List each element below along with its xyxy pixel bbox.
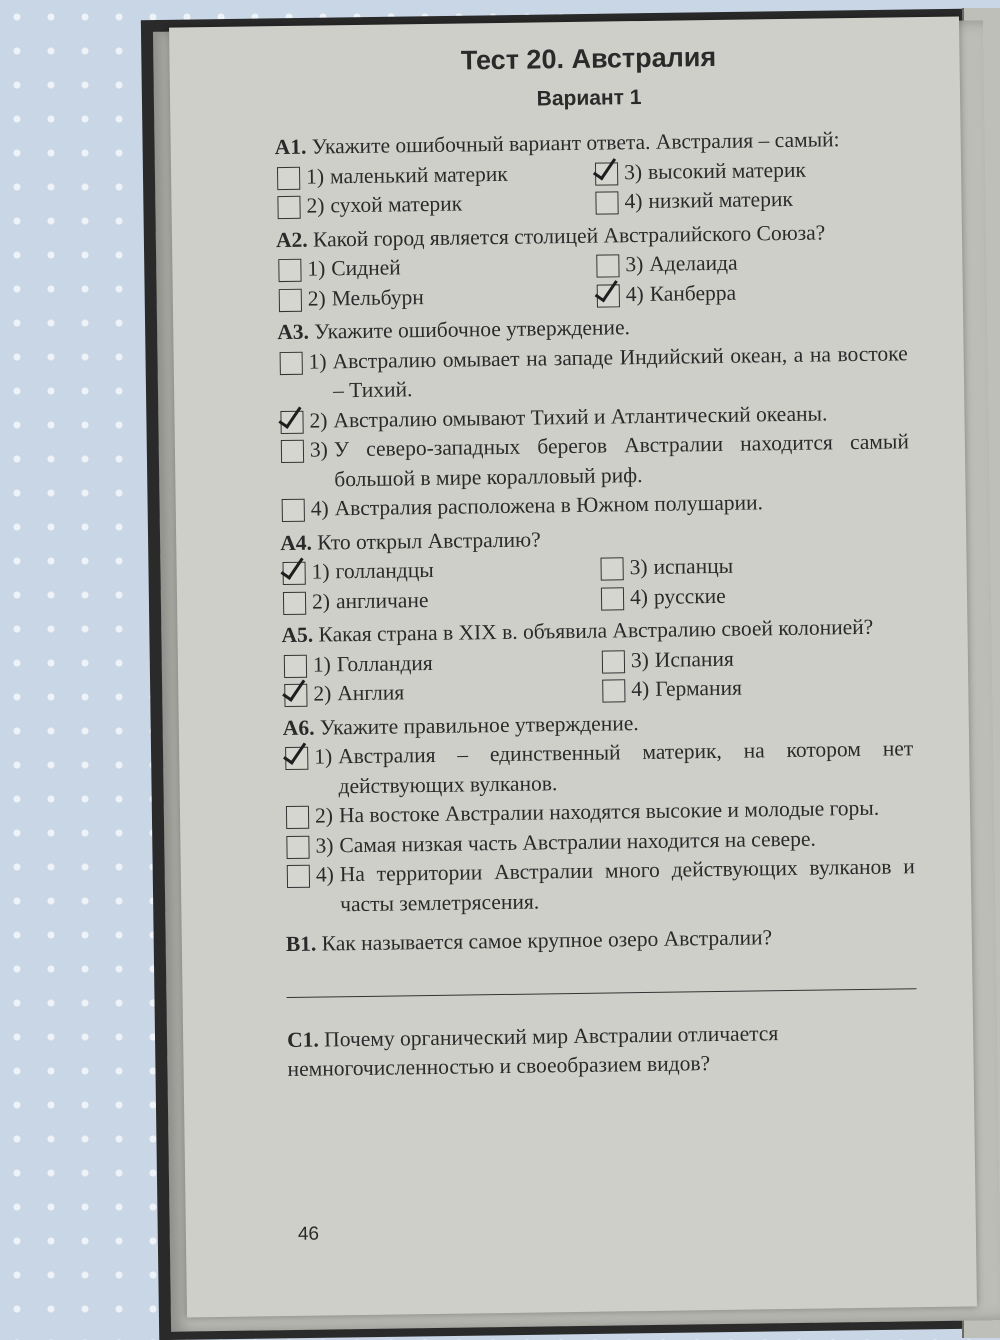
checkbox[interactable] <box>281 440 304 463</box>
option-number: 2) <box>314 803 334 828</box>
option-text: У северо-западных берегов Австралии находится самый большой в мире коралловый риф. <box>333 429 910 491</box>
question-id: В1. <box>285 931 317 957</box>
question-id: С1. <box>287 1027 319 1052</box>
answer-option[interactable] <box>275 188 593 222</box>
option-number: 4) <box>624 188 643 214</box>
answer-options <box>275 154 906 222</box>
option-text: Австралия расположена в Южном полушарии. <box>334 490 764 521</box>
checkbox[interactable] <box>287 865 310 888</box>
option-number: 1) <box>308 348 327 374</box>
answer-option[interactable] <box>278 339 909 407</box>
option-text: Германия <box>655 675 743 701</box>
option-number: 3) <box>625 251 644 277</box>
answer-option[interactable] <box>599 579 911 613</box>
option-text: голландцы <box>335 557 434 584</box>
option-number: 1) <box>312 651 332 677</box>
option-number: 1) <box>314 744 333 769</box>
option-text: маленький материк <box>329 161 508 188</box>
question-id: А5. <box>281 622 314 648</box>
option-text: сухой материк <box>330 191 463 218</box>
checkbox[interactable] <box>279 288 302 311</box>
answer-option[interactable] <box>594 246 906 280</box>
option-number: 1) <box>307 256 326 281</box>
checkbox[interactable] <box>286 806 309 829</box>
checkbox[interactable] <box>277 196 300 219</box>
checkbox-checked[interactable] <box>595 162 618 185</box>
answer-option[interactable] <box>595 276 907 310</box>
answer-option[interactable] <box>600 671 912 705</box>
checkbox[interactable] <box>601 587 624 610</box>
option-text: высокий материк <box>647 157 806 184</box>
option-number: 2) <box>309 407 328 433</box>
option-number: 3) <box>629 554 648 580</box>
option-number: 3) <box>315 832 334 858</box>
checkbox[interactable] <box>596 254 619 277</box>
answer-option[interactable] <box>282 676 600 710</box>
option-number: 4) <box>310 496 329 521</box>
page-number: 46 <box>297 1223 320 1245</box>
option-number: 4) <box>315 862 334 887</box>
answer-line[interactable] <box>287 987 917 998</box>
option-text: Австралию омывает на западе Индийский океан, а на востоке – Тихий. <box>332 340 908 403</box>
answer-option[interactable] <box>593 183 905 217</box>
answer-option[interactable] <box>598 549 910 583</box>
question-list <box>275 124 916 920</box>
option-text: Сидней <box>331 255 401 281</box>
checkbox[interactable] <box>600 557 623 580</box>
option-number: 1) <box>305 163 325 189</box>
page-title: Тест 20. Австралия <box>460 41 717 76</box>
answer-option[interactable] <box>280 554 598 588</box>
checkbox[interactable] <box>595 191 618 214</box>
option-number: 3) <box>309 437 329 462</box>
option-text: Канберра <box>649 280 737 306</box>
option-text: На территории Австралии много действующих вулканов и часты землетрясения. <box>339 854 915 916</box>
answer-options <box>276 246 907 314</box>
option-text: русские <box>653 583 726 609</box>
checkbox[interactable] <box>280 351 303 374</box>
question-text: Укажите ошибочное утверждение. <box>314 315 631 344</box>
question-id: А3. <box>277 319 310 345</box>
option-text: Австралию омывают Тихий и Атлантический океаны. <box>333 400 828 432</box>
answer-option[interactable] <box>600 642 912 676</box>
answer-options <box>282 642 913 710</box>
checkbox[interactable] <box>283 591 306 614</box>
question-block <box>277 309 910 524</box>
checkbox[interactable] <box>286 835 309 858</box>
option-text: Испания <box>654 646 735 672</box>
answer-option[interactable] <box>276 251 594 285</box>
checkbox[interactable] <box>602 650 625 673</box>
option-text: На востоке Австралии находятся высокие и молодые горы. <box>338 795 880 828</box>
option-text: испанцы <box>653 553 734 579</box>
option-number: 4) <box>629 584 649 609</box>
answer-option[interactable] <box>282 646 600 680</box>
question-text: Кто открыл Австралию? <box>317 526 541 555</box>
question-text: Как называется самое крупное озеро Австралии? <box>321 925 773 956</box>
question-text: Какой город является столицей Австралийского Союза? <box>312 219 826 252</box>
checkbox[interactable] <box>278 259 301 282</box>
question-block <box>275 124 906 221</box>
answer-options <box>283 734 915 920</box>
option-number: 3) <box>623 159 643 184</box>
checkbox-checked[interactable] <box>283 562 306 585</box>
book-page <box>169 17 977 1318</box>
option-text: Австралия – единственный материк, на котором нет действующих вулканов. <box>337 736 914 798</box>
question-block <box>281 612 912 709</box>
question-text: Какая страна в XIX в. объявила Австралию своей колонией? <box>318 614 874 647</box>
question-text: Укажите ошибочный вариант ответа. Австралия – самый: <box>311 127 840 159</box>
answer-option[interactable] <box>277 280 595 314</box>
option-number: 4) <box>625 281 644 306</box>
question-block <box>283 705 916 920</box>
option-text: Самая низкая часть Австралии находится на севере. <box>339 826 816 857</box>
option-text: англичане <box>335 587 429 613</box>
question-block <box>280 520 911 617</box>
answer-option[interactable] <box>281 583 599 617</box>
option-text: Англия <box>337 680 405 706</box>
option-number: 2) <box>313 681 332 706</box>
answer-option[interactable] <box>283 734 914 802</box>
answer-option[interactable] <box>593 154 905 188</box>
checkbox-checked[interactable] <box>597 284 620 307</box>
option-number: 3) <box>630 647 649 672</box>
option-number: 4) <box>631 676 650 702</box>
variant-heading: Вариант 1 <box>536 85 642 111</box>
question-c1 <box>287 1017 918 1085</box>
checkbox-checked[interactable] <box>280 410 303 433</box>
option-text: низкий материк <box>648 186 793 213</box>
answer-option[interactable] <box>275 158 593 192</box>
page-content <box>273 37 917 1084</box>
question-id: А2. <box>275 227 308 252</box>
option-number: 2) <box>307 285 326 311</box>
option-text: Голландия <box>336 650 433 676</box>
checkbox-checked[interactable] <box>285 747 308 770</box>
answer-options <box>280 549 911 617</box>
answer-option[interactable] <box>285 852 916 920</box>
checkbox[interactable] <box>277 166 300 189</box>
checkbox-checked[interactable] <box>284 684 307 707</box>
answer-options <box>278 339 910 525</box>
question-text: Укажите правильное утверждение. <box>319 710 639 740</box>
option-number: 2) <box>311 588 331 614</box>
question-text: Почему органический мир Австралии отличается немногочисленностью и своеобразием видов? <box>287 1020 779 1082</box>
question-id: А6. <box>282 715 315 740</box>
option-text: Аделаида <box>649 250 738 276</box>
checkbox[interactable] <box>602 679 625 702</box>
answer-option[interactable] <box>279 427 910 495</box>
question-id: А4. <box>280 530 313 555</box>
question-id: А1. <box>274 134 307 160</box>
option-number: 1) <box>311 559 330 584</box>
option-text: Мельбурн <box>331 284 424 310</box>
checkbox[interactable] <box>282 499 305 522</box>
question-block <box>276 217 907 314</box>
option-number: 2) <box>306 193 325 218</box>
